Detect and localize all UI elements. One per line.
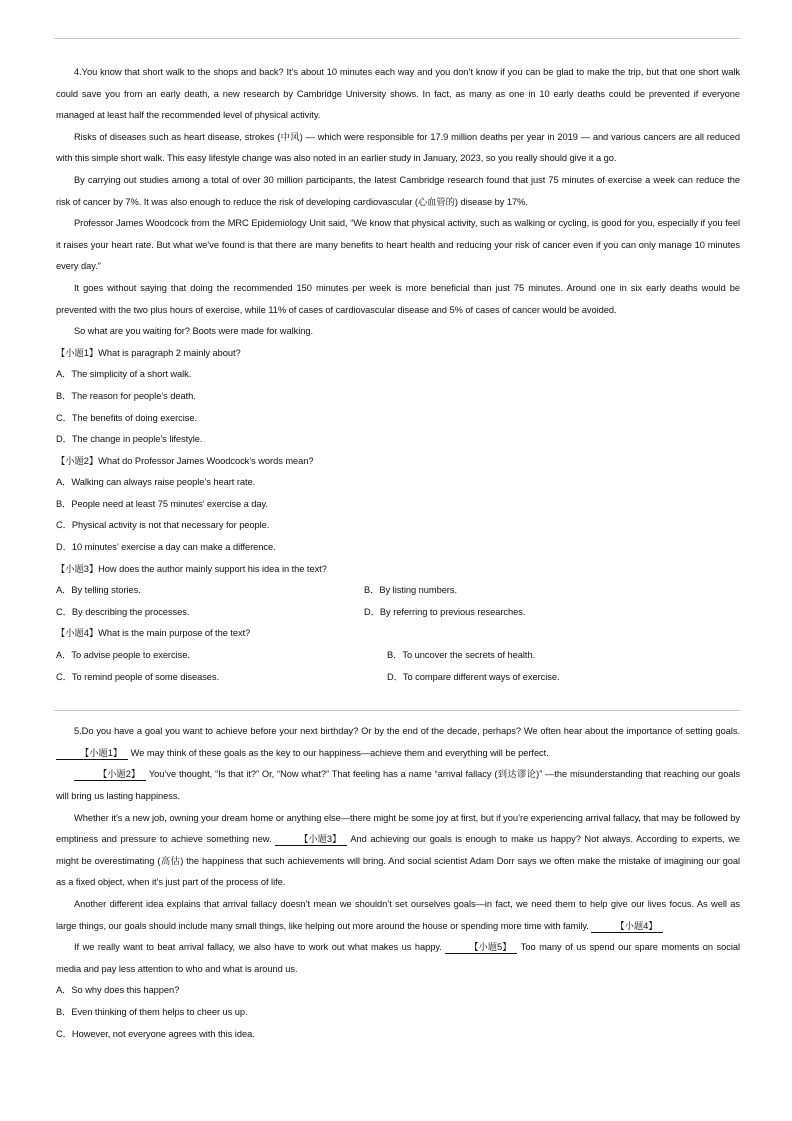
question-3-option-c[interactable]: C．By describing the processes. (56, 606, 190, 617)
passage5-option-b[interactable]: B．Even thinking of them helps to cheer us up. (56, 1006, 248, 1017)
question-4-stem: 【小题4】What is the main purpose of the text? (56, 628, 251, 639)
question-4-option-c[interactable]: C．To remind people of some diseases. (56, 671, 220, 682)
question-1-option-b[interactable]: B．The reason for people’s death. (56, 390, 196, 401)
blank-2[interactable]: 【小题2】 (74, 768, 146, 781)
top-divider (54, 38, 740, 39)
passage5-p3-text-a: Whether it’s a new job, owning your dream home or anything else—there might be some joy at first, but if you’re experiencing arrival fallacy, that may be followed by emptiness and pressure to achieve something new. (56, 812, 740, 845)
question-1-option-c[interactable]: C．The benefits of doing exercise. (56, 412, 197, 423)
blank-3[interactable]: 【小题3】 (275, 833, 347, 846)
question-1-option-d[interactable]: D．The change in people’s lifestyle. (56, 434, 203, 445)
passage5-paragraph-4 (56, 894, 740, 937)
passage-4 (56, 62, 740, 688)
passage5-p5-text-b: Too many of us spend our spare moments on social media and pay less attention to who and what is around us. (56, 942, 740, 974)
question-2-option-c[interactable]: C．Physical activity is not that necessary for people. (56, 520, 270, 531)
question-3-options-row-1 (56, 580, 740, 602)
question-2-option-b[interactable]: B．People need at least 75 minutes’ exercise a day. (56, 498, 268, 509)
passage5-p1-text-a: 5.Do you have a goal you want to achieve before your next birthday? Or by the end of the decade, perhaps? We often hear about the importance of setting goals. (74, 726, 740, 737)
passage4-paragraph-3: By carrying out studies among a total of over 30 million participants, the latest Cambridge research found that just 75 minutes of exercise a week can reduce the risk of cancer by 7%. It was also enough to reduce the risk of developing cardiovascular (心血管的) disease by 17%. (56, 174, 740, 207)
passage5-paragraph-2 (56, 764, 740, 807)
passage4-paragraph-2: Risks of diseases such as heart disease, strokes (中风) — which were responsible for 17.9 million deaths per year in 2019 — and various cancers are all reduced with this simple short walk. This easy lifestyle change was also noted in an earlier study in January, 2023, so you really should give it a go. (56, 131, 740, 164)
passage5-paragraph-1 (56, 721, 740, 764)
section-gap (56, 688, 740, 721)
blank-1[interactable]: 【小题1】 (56, 747, 128, 760)
passage4-paragraph-1: 4.You know that short walk to the shops and back? It’s about 10 minutes each way and you don’t know if you can be glad to make the trip, but that one short walk could save you from an early death, a new research by Cambridge University shows. In fact, as many as one in 10 early deaths could be prevented if everyone managed at least half the recommended level of physical activity. (56, 67, 740, 121)
question-4-options-row-2 (56, 667, 740, 689)
passage5-p4-text: Another different idea explains that arrival fallacy doesn’t mean we shouldn’t set ourselves goals—in fact, we need them to help give our lives focus. As well as large things, our goals should include many small things, like helping out more around the house or spending more time with family. (56, 898, 740, 931)
passage5-paragraph-5 (56, 937, 740, 980)
question-3-options-row-2 (56, 602, 740, 624)
question-4-option-b[interactable]: B．To uncover the secrets of health. (387, 650, 536, 661)
question-4-option-d[interactable]: D．To compare different ways of exercise. (387, 671, 560, 682)
question-3-stem: 【小题3】How does the author mainly support his idea in the text? (56, 563, 327, 574)
question-1-option-a[interactable]: A．The simplicity of a short walk. (56, 369, 192, 380)
question-2-option-a[interactable]: A．Walking can always raise people’s heart rate. (56, 477, 256, 488)
middle-divider (54, 710, 740, 711)
passage-5 (56, 721, 740, 1045)
question-3-option-b[interactable]: B．By listing numbers. (364, 585, 457, 596)
passage4-paragraph-5: It goes without saying that doing the recommended 150 minutes per week is more beneficial than just 75 minutes. Around one in six early deaths would be prevented with the two plus hours of exercise, while 11% of cases of cardiovascular disease and 5% of cases of cancer would be avoided. (56, 282, 740, 315)
passage5-paragraph-3 (56, 808, 740, 894)
passage4-paragraph-6: So what are you waiting for? Boots were made for walking. (74, 326, 313, 337)
question-4-option-a[interactable]: A．To advise people to exercise. (56, 650, 190, 661)
passage5-option-a[interactable]: A．So why does this happen? (56, 985, 180, 996)
passage4-paragraph-4: Professor James Woodcock from the MRC Epidemiology Unit said, “We know that physical activity, such as walking or cycling, is good for you, especially if you feel it raises your heart rate. But what we’ve found is that there are many benefits to heart health and reducing your risk of cancer even if you can only manage 10 minutes every day.” (56, 218, 740, 272)
passage5-p1-text-b: We may think of these goals as the key to our happiness—achieve them and everything will be perfect. (130, 747, 549, 758)
passage5-p5-text-a: If we really want to beat arrival fallacy, we also have to work out what makes us happy. (74, 942, 442, 953)
question-4-options-row-1 (56, 645, 740, 667)
question-2-option-d[interactable]: D．10 minutes’ exercise a day can make a difference. (56, 542, 276, 553)
question-3-option-d[interactable]: D．By referring to previous researches. (364, 606, 526, 617)
passage5-p3-text-b: And achieving our goals is enough to make us happy? Not always. According to experts, we might be overestimating (高估) the happiness that such achievements will bring. And social scientist Adam Dorr says we often make the mistake of imagining our goal as a fixed object, when it’s just part of the process of life. (56, 834, 740, 888)
question-2-stem: 【小题2】What do Professor James Woodcock’s words mean? (56, 455, 314, 466)
question-1-stem: 【小题1】What is paragraph 2 mainly about? (56, 347, 241, 358)
passage5-p2-text: You’ve thought, “Is that it?” Or, “Now what?” That feeling has a name “arrival fallacy (到达谬论)” —the misunderstanding that reaching our goals will bring us lasting happiness. (56, 769, 740, 801)
document-body (56, 62, 740, 1045)
blank-4[interactable]: 【小题4】 (591, 920, 663, 933)
passage5-option-c[interactable]: C．However, not everyone agrees with this idea. (56, 1028, 255, 1039)
question-3-option-a[interactable]: A．By telling stories. (56, 585, 141, 596)
blank-5[interactable]: 【小题5】 (445, 941, 517, 954)
